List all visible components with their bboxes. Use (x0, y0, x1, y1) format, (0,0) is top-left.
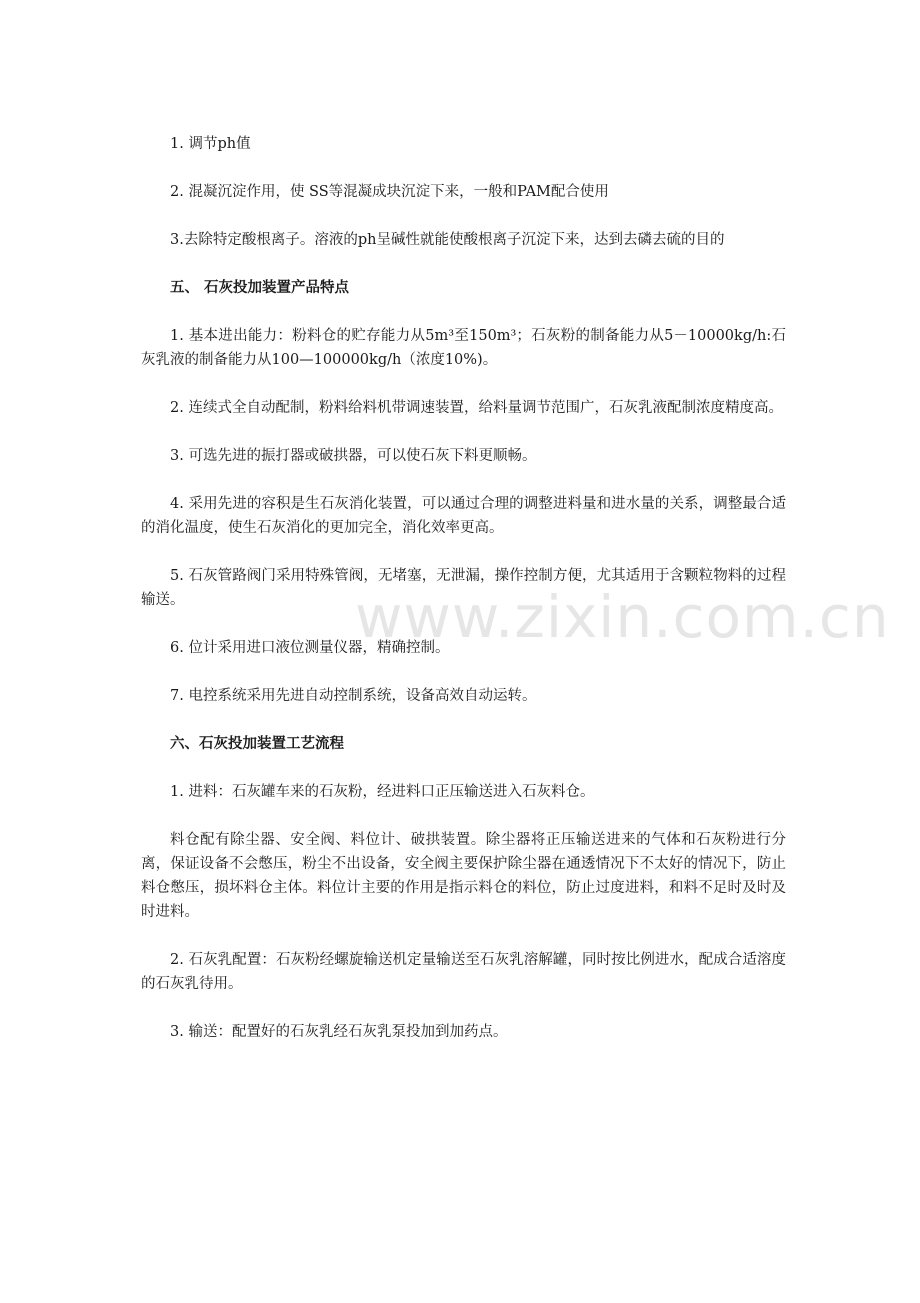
paragraph-1: 1. 调节ph值 (170, 136, 251, 152)
process-1-detail: 料仓配有除尘器、安全阀、料位计、破拱装置。除尘器将正压输送进来的气体和石灰粉进行分离，保证设备不会憋压，粉尘不出设备，安全阀主要保护除尘器在通透情况下不太好的情况下，防止料仓憋压，损坏料仓主体。料位计主要的作用是指示料仓的料位，防止过度进料，和料不足时及时及时进料。 (141, 832, 786, 920)
feature-4: 4. 采用先进的容积是生石灰消化装置，可以通过合理的调整进料量和进水量的关系，调整最合适的消化温度，使生石灰消化的更加完全，消化效率更高。 (141, 496, 786, 536)
process-3: 3. 输送：配置好的石灰乳经石灰乳泵投加到加药点。 (170, 1024, 508, 1040)
feature-6: 6. 位计采用进口液位测量仪器，精确控制。 (170, 640, 450, 656)
process-1: 1. 进料：石灰罐车来的石灰粉，经进料口正压输送进入石灰料仓。 (170, 784, 595, 800)
paragraph-2: 2. 混凝沉淀作用，使 SS等混凝成块沉淀下来，一般和PAM配合使用 (170, 184, 609, 200)
feature-3: 3. 可选先进的振打器或破拱器，可以使石灰下料更顺畅。 (170, 448, 537, 464)
process-2: 2. 石灰乳配置：石灰粉经螺旋输送机定量输送至石灰乳溶解罐，同时按比例进水，配成合适溶度的石灰乳待用。 (141, 952, 786, 992)
document-body (141, 132, 786, 1044)
section-heading-6: 六、石灰投加装置工艺流程 (170, 735, 344, 752)
feature-5: 5. 石灰管路阀门采用特殊管阀，无堵塞，无泄漏，操作控制方便，尤其适用于含颗粒物料的过程输送。 (141, 568, 786, 608)
feature-1: 1. 基本进出能力：粉料仓的贮存能力从5m³至150m³；石灰粉的制备能力从5－10000kg/h:石灰乳液的制备能力从100—100000kg/h（浓度10%)。 (141, 328, 786, 368)
watermark: www.zixin.com.cn (355, 583, 890, 651)
feature-7: 7. 电控系统采用先进自动控制系统，设备高效自动运转。 (170, 688, 537, 704)
feature-2: 2. 连续式全自动配制，粉料给料机带调速装置，给料量调节范围广，石灰乳液配制浓度精度高。 (170, 400, 783, 416)
paragraph-3: 3.去除特定酸根离子。溶液的ph呈碱性就能使酸根离子沉淀下来，达到去磷去硫的目的 (170, 232, 725, 248)
section-heading-5: 五、 石灰投加装置产品特点 (170, 279, 350, 296)
